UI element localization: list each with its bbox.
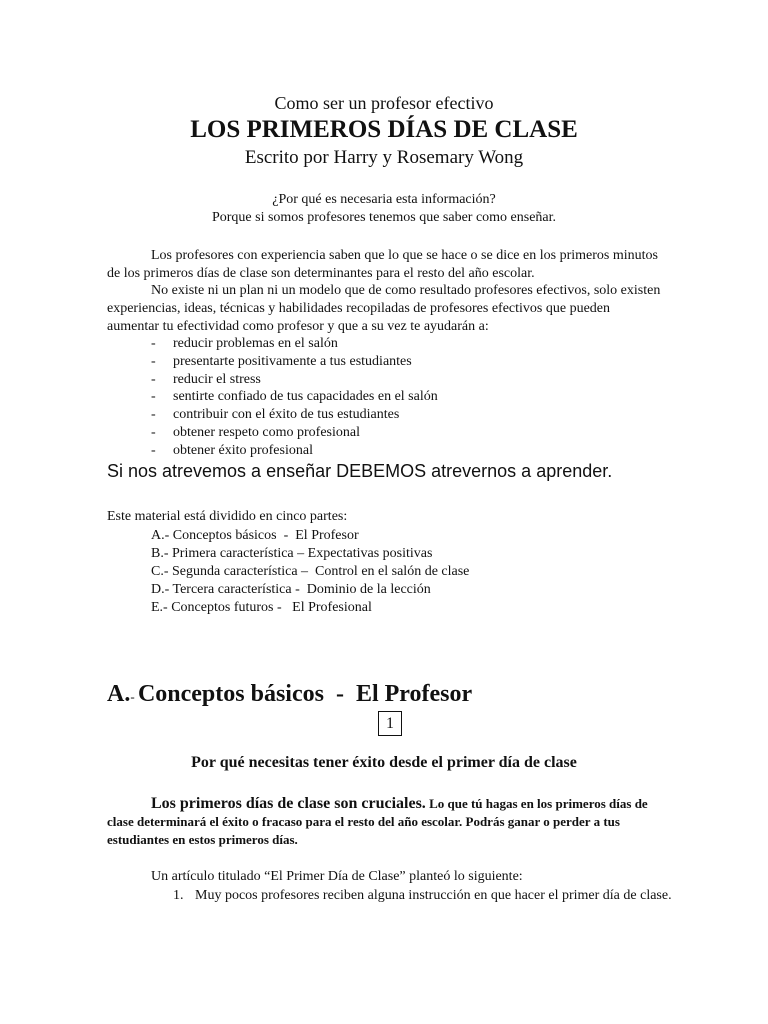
list-item-text: contribuir con el éxito de tus estudiantes bbox=[173, 407, 400, 423]
document-subtitle: Como ser un profesor efectivo bbox=[274, 93, 494, 113]
parts-list bbox=[151, 527, 469, 617]
list-item bbox=[151, 406, 651, 424]
numbered-item bbox=[173, 887, 673, 905]
bullet-marker: - bbox=[151, 336, 156, 351]
section-title: Conceptos básicos - El Profesor bbox=[137, 681, 473, 707]
list-item-text: obtener éxito profesional bbox=[173, 442, 313, 458]
page-number-box: 1 bbox=[378, 711, 402, 736]
item-text: Muy pocos profesores reciben alguna instrucción en que hacer el primer día de clase. bbox=[195, 888, 672, 903]
part-item: D.- Tercera característica - Dominio de la lección bbox=[151, 582, 431, 597]
list-item bbox=[151, 353, 651, 371]
crucial-paragraph bbox=[107, 795, 667, 849]
list-item-text: reducir problemas en el salón bbox=[173, 336, 338, 351]
list-item-text: sentirte confiado de tus capacidades en el salón bbox=[173, 389, 438, 405]
list-item bbox=[151, 388, 651, 406]
benefits-list bbox=[151, 335, 651, 460]
list-item-text: presentarte positivamente a tus estudiantes bbox=[173, 353, 412, 369]
bullet-marker: - bbox=[151, 407, 156, 423]
item-number: 1. bbox=[173, 888, 184, 903]
bullet-marker: - bbox=[151, 442, 156, 458]
section-letter: A. bbox=[107, 681, 131, 707]
list-item bbox=[151, 335, 651, 353]
crucial-lead: Los primeros días de clase son cruciales. bbox=[151, 795, 426, 812]
section-heading bbox=[107, 681, 472, 708]
bullet-marker: - bbox=[151, 424, 156, 440]
subheading: Por qué necesitas tener éxito desde el primer día de clase bbox=[191, 754, 577, 771]
paragraph-no-plan: No existe ni un plan ni un modelo que de como resultado profesores efectivos, solo existen experiencias, ideas, técnicas y habilidades recopiladas de profesores efectivos que pueden aumentar tu efectividad como profesor y que a su vez te ayudarán a: bbox=[107, 283, 661, 334]
list-item bbox=[151, 442, 651, 460]
answer-line: Porque si somos profesores tenemos que saber como enseñar. bbox=[211, 210, 557, 225]
list-item-text: reducir el stress bbox=[173, 371, 261, 387]
part-item: C.- Segunda característica – Control en el salón de clase bbox=[151, 564, 470, 579]
part-item: E.- Conceptos futuros - El Profesional bbox=[151, 600, 372, 615]
document-author: Escrito por Harry y Rosemary Wong bbox=[244, 147, 524, 168]
part-item: B.- Primera característica – Expectativas positivas bbox=[151, 546, 433, 561]
list-item-text: obtener respeto como profesional bbox=[173, 424, 360, 440]
bullet-marker: - bbox=[151, 371, 156, 387]
parts-intro: Este material está dividido en cinco partes: bbox=[107, 509, 348, 524]
article-intro: Un artículo titulado “El Primer Día de Clase” planteó lo siguiente: bbox=[151, 869, 523, 884]
bullet-marker: - bbox=[151, 353, 156, 369]
paragraph-experience: Los profesores con experiencia saben que lo que se hace o se dice en los primeros minutos de los primeros días de clase son determinantes para el resto del año escolar. bbox=[107, 248, 658, 281]
list-item bbox=[151, 424, 651, 442]
crucial-body: Lo que tú hagas en los primeros días de clase determinará el éxito o fracaso para el resto del año escolar. Podrás ganar o perder a tus estudiantes en estos primeros días. bbox=[107, 796, 648, 847]
section-dash: - bbox=[130, 689, 138, 704]
bullet-marker: - bbox=[151, 389, 156, 405]
slogan: Si nos atrevemos a enseñar DEBEMOS atrevernos a aprender. bbox=[107, 461, 613, 481]
document-title: LOS PRIMEROS DÍAS DE CLASE bbox=[190, 116, 578, 143]
question-line: ¿Por qué es necesaria esta información? bbox=[272, 192, 496, 207]
list-item bbox=[151, 371, 651, 389]
part-item: A.- Conceptos básicos - El Profesor bbox=[151, 528, 359, 543]
